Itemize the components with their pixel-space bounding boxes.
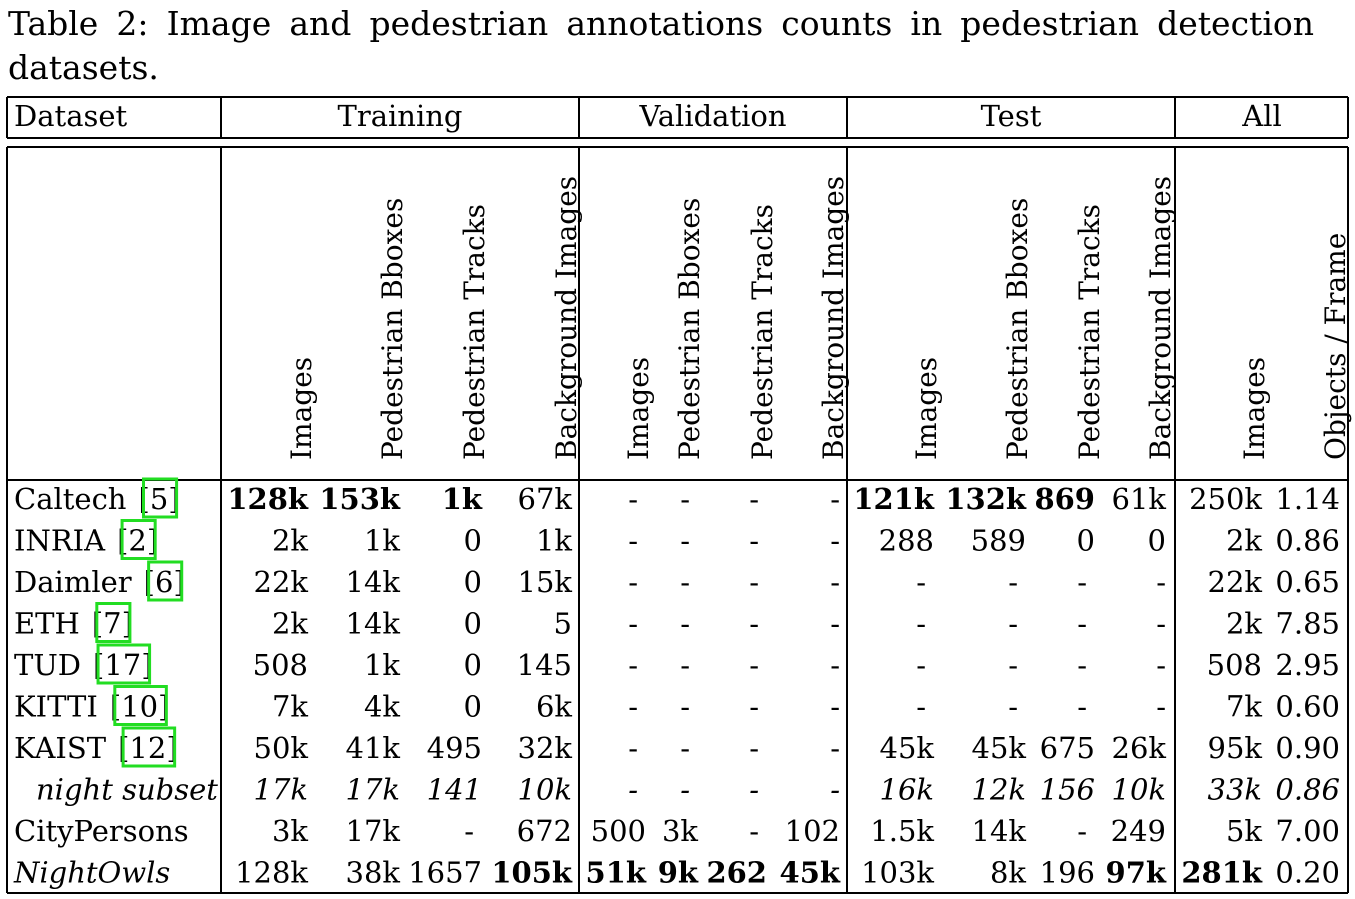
cell-3-13: 7.85	[1275, 606, 1340, 641]
subheader-0: Images	[285, 356, 318, 460]
cell-1-9: 589	[970, 523, 1026, 558]
cell-9-10: 196	[1039, 855, 1095, 890]
cell-0-2: 1k	[441, 482, 482, 516]
cell-5-12: 7k	[1225, 689, 1262, 724]
cell-5-13: 0.60	[1275, 689, 1340, 724]
cell-9-2: 1657	[408, 855, 482, 890]
subheader-3: Background Images	[550, 175, 583, 460]
header-group-validation: Validation	[639, 99, 787, 133]
cell-6-9: 45k	[971, 731, 1026, 765]
cell-6-10: 675	[1039, 731, 1095, 765]
row-name-1: INRIA	[14, 523, 106, 558]
row-name-7: night subset	[36, 772, 218, 807]
cell-0-4: -	[628, 482, 638, 516]
cell-4-5: -	[680, 648, 690, 682]
cell-2-12: 22k	[1207, 565, 1262, 599]
cell-5-5: -	[680, 689, 690, 724]
cell-1-3: 1k	[535, 523, 572, 558]
cell-6-3: 32k	[517, 731, 572, 765]
cell-3-2: 0	[463, 606, 482, 641]
subheader-1: Pedestrian Bboxes	[376, 197, 409, 460]
cell-2-8: -	[916, 565, 926, 599]
cell-5-3: 6k	[535, 689, 572, 724]
cell-8-3: 672	[516, 814, 572, 848]
cell-0-7: -	[830, 482, 840, 516]
cell-3-0: 2k	[271, 606, 308, 641]
cell-5-2: 0	[463, 689, 482, 724]
cell-7-13: 0.86	[1275, 772, 1340, 807]
cell-5-0: 7k	[271, 689, 308, 724]
cell-8-4: 500	[590, 814, 646, 848]
subheader-5: Pedestrian Bboxes	[673, 197, 706, 460]
cell-1-1: 1k	[363, 523, 400, 558]
subheader-6: Pedestrian Tracks	[746, 203, 779, 460]
cell-2-10: -	[1077, 565, 1087, 599]
cell-0-6: -	[749, 482, 759, 516]
cell-3-5: -	[680, 606, 690, 641]
cell-7-0: 17k	[253, 772, 308, 807]
cell-1-8: 288	[878, 523, 934, 558]
row-name-8: CityPersons	[14, 814, 189, 848]
cell-3-8: -	[916, 606, 926, 641]
cell-9-13: 0.20	[1275, 855, 1340, 890]
cell-2-1: 14k	[345, 565, 400, 599]
cell-7-4: -	[628, 772, 638, 807]
cell-3-7: -	[830, 606, 840, 641]
cell-0-1: 153k	[319, 482, 400, 516]
cell-8-2: -	[464, 814, 474, 848]
row-name-0: Caltech	[14, 482, 127, 516]
cell-4-4: -	[628, 648, 638, 682]
cell-6-4: -	[628, 731, 638, 765]
cell-6-7: -	[830, 731, 840, 765]
citation-6: [6]	[143, 565, 185, 599]
cell-5-1: 4k	[363, 689, 400, 724]
cell-5-6: -	[749, 689, 759, 724]
row-name-6: KAIST	[14, 731, 107, 765]
cell-2-11: -	[1156, 565, 1166, 599]
cell-1-4: -	[628, 523, 638, 558]
cell-3-3: 5	[553, 606, 572, 641]
cell-2-3: 15k	[517, 565, 572, 599]
cell-8-0: 3k	[271, 814, 308, 848]
row-name-5: KITTI	[14, 689, 98, 724]
cell-4-12: 508	[1206, 648, 1262, 682]
cell-5-7: -	[830, 689, 840, 724]
cell-1-10: 0	[1076, 523, 1095, 558]
cell-0-12: 250k	[1189, 482, 1262, 516]
subheader-4: Images	[622, 356, 655, 460]
citation-2: [2]	[117, 523, 159, 558]
cell-0-0: 128k	[227, 482, 308, 516]
subheader-8: Images	[910, 356, 943, 460]
cell-0-3: 67k	[517, 482, 572, 516]
cell-7-7: -	[830, 772, 840, 807]
cell-2-2: 0	[463, 565, 482, 599]
cell-1-2: 0	[463, 523, 482, 558]
header-dataset: Dataset	[14, 99, 128, 133]
cell-4-7: -	[830, 648, 840, 682]
cell-7-10: 156	[1039, 772, 1095, 807]
cell-9-9: 8k	[989, 855, 1026, 890]
subheader-10: Pedestrian Tracks	[1073, 203, 1106, 460]
cell-8-7: 102	[784, 814, 840, 848]
subheader-12: Images	[1238, 356, 1271, 460]
cell-0-5: -	[680, 482, 690, 516]
cell-9-0: 128k	[235, 855, 308, 890]
cell-3-9: -	[1008, 606, 1018, 641]
cell-9-5: 9k	[657, 855, 698, 890]
header-group-all: All	[1242, 99, 1282, 133]
cell-3-4: -	[628, 606, 638, 641]
cell-8-13: 7.00	[1275, 814, 1340, 848]
cell-9-6: 262	[706, 855, 767, 890]
cell-4-2: 0	[463, 648, 482, 682]
cell-6-12: 95k	[1207, 731, 1262, 765]
cell-6-11: 26k	[1111, 731, 1166, 765]
cell-1-13: 0.86	[1275, 523, 1340, 558]
header-group-training: Training	[337, 99, 463, 133]
cell-7-12: 33k	[1207, 772, 1262, 807]
subheader-9: Pedestrian Bboxes	[1001, 197, 1034, 460]
cell-2-7: -	[830, 565, 840, 599]
cell-8-5: 3k	[661, 814, 698, 848]
cell-9-8: 103k	[861, 855, 934, 890]
cell-3-1: 14k	[345, 606, 400, 641]
cell-1-11: 0	[1147, 523, 1166, 558]
citation-7: [7]	[91, 606, 133, 641]
cell-9-4: 51k	[585, 855, 646, 890]
cell-8-10: -	[1077, 814, 1087, 848]
cell-1-6: -	[749, 523, 759, 558]
cell-3-6: -	[749, 606, 759, 641]
cell-1-0: 2k	[271, 523, 308, 558]
cell-7-6: -	[749, 772, 759, 807]
citation-12: [12]	[118, 731, 178, 765]
citation-17: [17]	[93, 648, 153, 682]
cell-4-1: 1k	[363, 648, 400, 682]
cell-0-8: 121k	[853, 482, 934, 516]
subheader-11: Background Images	[1144, 175, 1177, 460]
subheader-2: Pedestrian Tracks	[458, 203, 491, 460]
cell-7-5: -	[680, 772, 690, 807]
cell-1-12: 2k	[1225, 523, 1262, 558]
cell-8-6: -	[749, 814, 759, 848]
cell-4-11: -	[1156, 648, 1166, 682]
cell-7-3: 10k	[517, 772, 572, 807]
cell-4-13: 2.95	[1275, 648, 1340, 682]
cell-8-8: 1.5k	[870, 814, 934, 848]
cell-2-6: -	[749, 565, 759, 599]
header-group-test: Test	[980, 99, 1042, 133]
cell-1-5: -	[680, 523, 690, 558]
cell-6-5: -	[680, 731, 690, 765]
subheader-13: Objects / Frame	[1319, 232, 1352, 460]
cell-0-13: 1.14	[1275, 482, 1340, 516]
cell-3-11: -	[1156, 606, 1166, 641]
cell-5-11: -	[1156, 689, 1166, 724]
cell-7-9: 12k	[971, 772, 1026, 807]
cell-6-0: 50k	[253, 731, 308, 765]
cell-2-13: 0.65	[1275, 565, 1340, 599]
cell-6-2: 495	[426, 731, 482, 765]
citation-10: [10]	[109, 689, 170, 724]
cell-2-4: -	[628, 565, 638, 599]
cell-7-1: 17k	[345, 772, 400, 807]
cell-5-4: -	[628, 689, 638, 724]
cell-2-5: -	[680, 565, 690, 599]
cell-0-11: 61k	[1111, 482, 1166, 516]
cell-8-12: 5k	[1225, 814, 1262, 848]
cell-7-11: 10k	[1111, 772, 1166, 807]
cell-7-8: 16k	[879, 772, 934, 807]
cell-5-10: -	[1077, 689, 1087, 724]
cell-5-8: -	[916, 689, 926, 724]
cell-0-10: 869	[1034, 482, 1095, 516]
cell-9-12: 281k	[1181, 855, 1262, 890]
cell-2-0: 22k	[253, 565, 308, 599]
row-name-3: ETH	[14, 606, 80, 641]
cell-6-6: -	[749, 731, 759, 765]
cell-4-9: -	[1008, 648, 1018, 682]
cell-1-7: -	[830, 523, 840, 558]
cell-9-7: 45k	[779, 855, 840, 890]
cell-3-10: -	[1077, 606, 1087, 641]
cell-4-6: -	[749, 648, 759, 682]
cell-3-12: 2k	[1225, 606, 1262, 641]
cell-2-9: -	[1008, 565, 1018, 599]
cell-9-3: 105k	[491, 855, 572, 890]
cell-6-1: 41k	[345, 731, 400, 765]
row-name-2: Daimler	[14, 565, 132, 599]
cell-8-1: 17k	[345, 814, 400, 848]
cell-4-8: -	[916, 648, 926, 682]
cell-4-3: 145	[516, 648, 572, 682]
cell-6-8: 45k	[879, 731, 934, 765]
citation-5: [5]	[138, 482, 180, 516]
cell-8-9: 14k	[971, 814, 1026, 848]
cell-4-0: 508	[252, 648, 308, 682]
cell-0-9: 132k	[945, 482, 1026, 516]
cell-8-11: 249	[1110, 814, 1166, 848]
cell-7-2: 141	[426, 772, 482, 807]
cell-9-1: 38k	[345, 855, 400, 890]
cell-6-13: 0.90	[1275, 731, 1340, 765]
cell-9-11: 97k	[1105, 855, 1166, 890]
subheader-7: Background Images	[817, 175, 850, 460]
row-name-9: NightOwls	[14, 855, 171, 890]
row-name-4: TUD	[14, 648, 82, 682]
cell-4-10: -	[1077, 648, 1087, 682]
cell-5-9: -	[1008, 689, 1018, 724]
table-caption: Table 2: Image and pedestrian annotations counts in pedestrian detection datasets.	[8, 4, 1314, 87]
